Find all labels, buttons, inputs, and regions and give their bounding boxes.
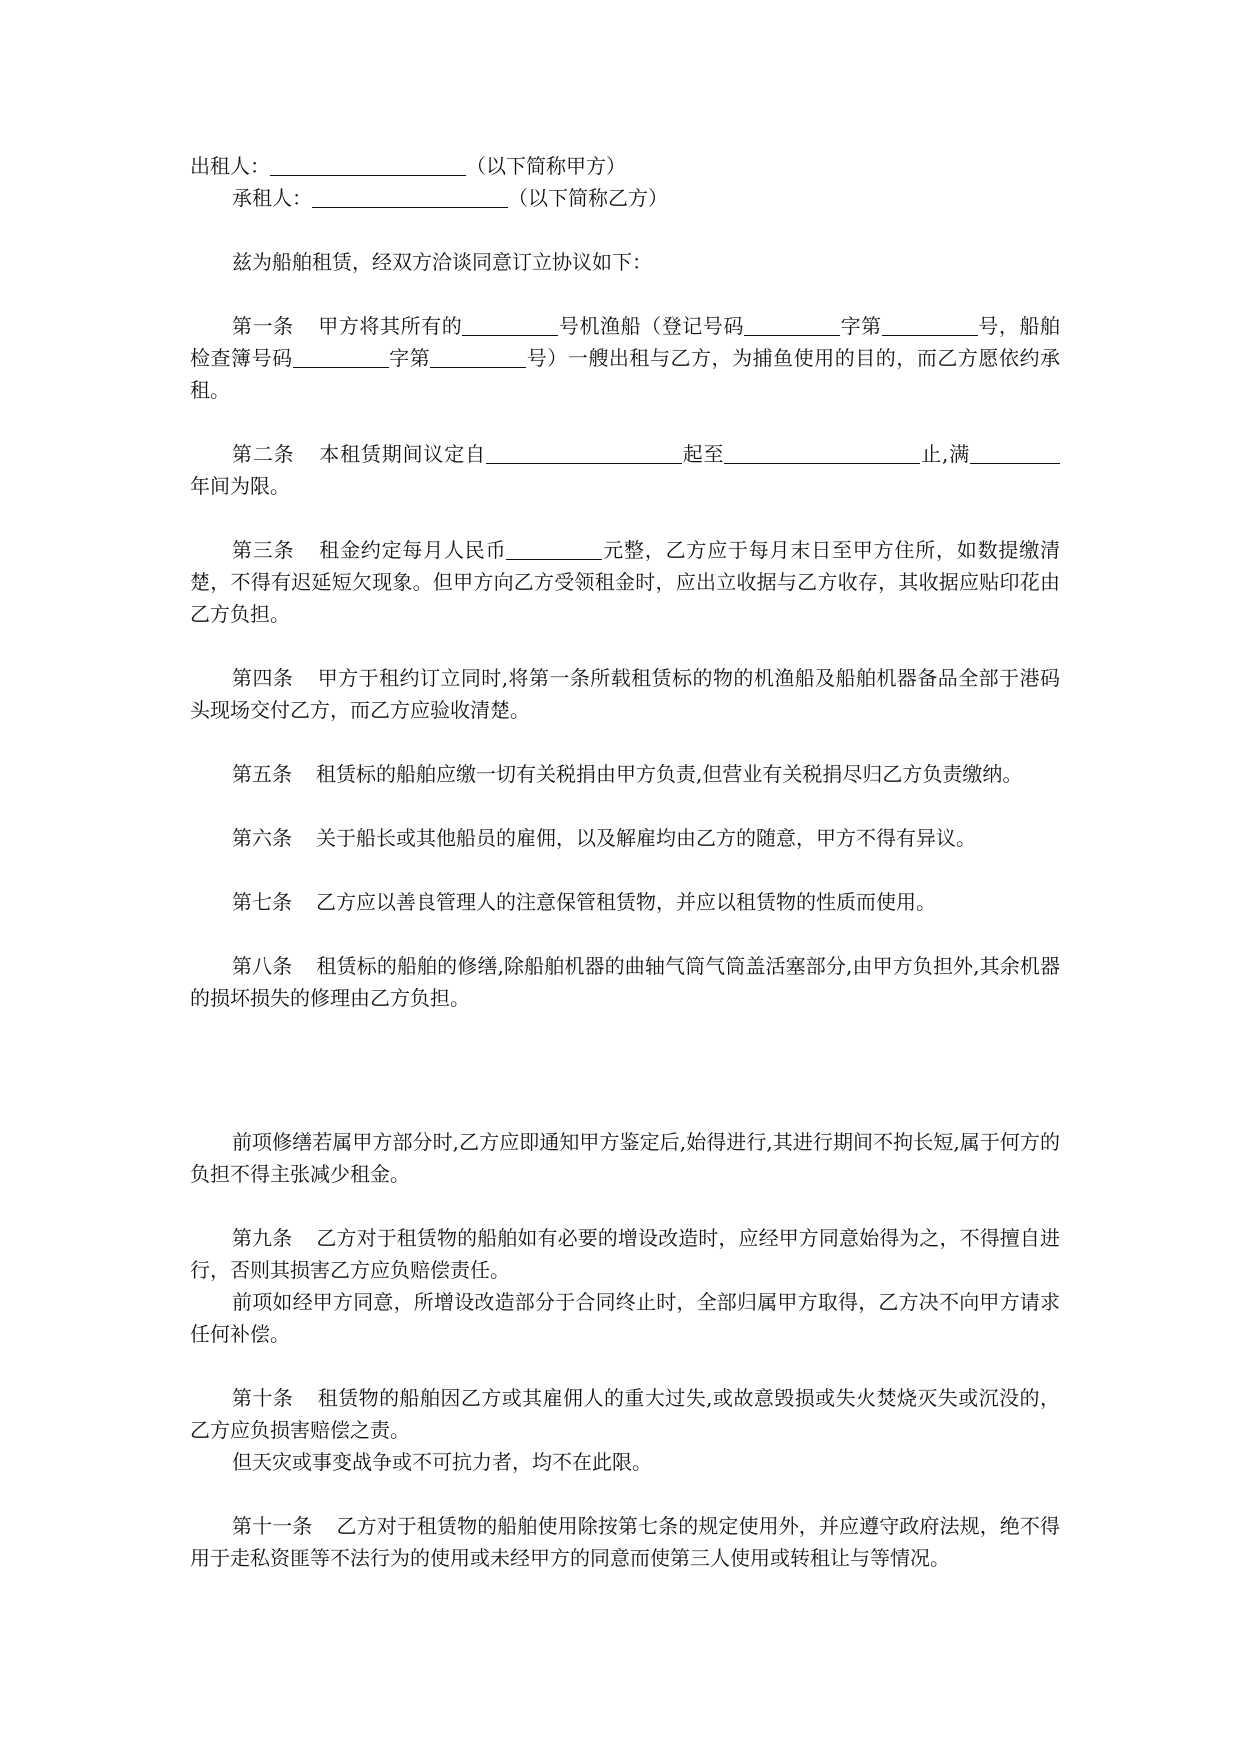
article-5: 第五条 租赁标的船舶应缴一切有关税捐由甲方负责,但营业有关税捐尽归乙方负责缴纳。 bbox=[232, 762, 1023, 786]
lessee-suffix: （以下简称乙方） bbox=[508, 186, 668, 210]
lessee-label: 承租人： bbox=[232, 186, 312, 210]
article-3: 第三条 租金约定每月人民币 元整，乙方应于每月末日至甲方住所，如数提缴清楚，不得有迟延短欠现象。但甲方向乙方受领租金时，应出立收据与乙方收存，其收据应贴印花由乙方负担。 bbox=[190, 538, 1061, 626]
lessor-label: 出租人： bbox=[190, 154, 270, 178]
article-9: 第九条 乙方对于租赁物的船舶如有必要的增设改造时，应经甲方同意始得为之，不得擅自进行，否则其损害乙方应负赔偿责任。 bbox=[190, 1226, 1061, 1282]
years-blank-part2[interactable] bbox=[1030, 443, 1060, 464]
inspection-number-blank[interactable] bbox=[430, 347, 526, 368]
article-11-title: 第十一条 bbox=[232, 1514, 313, 1538]
lessee-line bbox=[190, 182, 1060, 214]
registration-code-blank[interactable] bbox=[744, 315, 840, 336]
lessor-name-blank[interactable] bbox=[270, 155, 466, 176]
article-6-title: 第六条 bbox=[232, 826, 292, 850]
article-9-continuation: 前项如经甲方同意，所增设改造部分于合同终止时，全部归属甲方取得，乙方决不向甲方请求任何补偿。 bbox=[190, 1290, 1060, 1346]
article-2-title: 第二条 bbox=[232, 442, 295, 466]
article-8: 第八条 租赁标的船舶的修缮,除船舶机器的曲轴气筒气筒盖活塞部分,由甲方负担外,其余机器的损坏损失的修理由乙方负担。 bbox=[190, 954, 1061, 1010]
article-10: 第十条 租赁物的船舶因乙方或其雇佣人的重大过失,或故意毁损或失火焚烧灭失或沉没的，乙方应负损害赔偿之责。 bbox=[190, 1386, 1061, 1442]
article-8-title: 第八条 bbox=[232, 954, 293, 978]
article-2: 第二条 本租赁期间议定自 起至 止,满年间为限。 bbox=[190, 438, 1060, 502]
article-1-title: 第一条 bbox=[232, 314, 294, 338]
inspection-code-blank[interactable] bbox=[293, 347, 389, 368]
rent-amount-blank[interactable] bbox=[506, 539, 602, 560]
end-date-blank[interactable] bbox=[724, 443, 920, 464]
registration-number-blank[interactable] bbox=[882, 315, 978, 336]
years-blank-part1[interactable] bbox=[970, 443, 1030, 464]
contract-page bbox=[190, 150, 1060, 1574]
article-7-title: 第七条 bbox=[232, 890, 292, 914]
article-6: 第六条 关于船长或其他船员的雇佣，以及解雇均由乙方的随意，甲方不得有异议。 bbox=[232, 826, 976, 850]
lessor-suffix: （以下简称甲方） bbox=[466, 154, 626, 178]
article-7: 第七条 乙方应以善良管理人的注意保管租赁物，并应以租赁物的性质而使用。 bbox=[232, 890, 936, 914]
preamble: 兹为船舶租赁，经双方洽谈同意订立协议如下： bbox=[232, 250, 652, 274]
article-5-title: 第五条 bbox=[232, 762, 292, 786]
article-10-continuation: 但天灾或事变战争或不可抗力者，均不在此限。 bbox=[232, 1450, 652, 1474]
lessor-line bbox=[190, 150, 1060, 182]
article-10-title: 第十条 bbox=[232, 1386, 294, 1410]
article-8-continuation: 前项修缮若属甲方部分时,乙方应即通知甲方鉴定后,始得进行,其进行期间不拘长短,属于何方的负担不得主张减少租金。 bbox=[190, 1130, 1060, 1186]
article-1: 第一条 甲方将其所有的 号机渔船（登记号码 字第 号，船舶检查簿号码 字第 号）一艘出租与乙方，为捕鱼使用的目的，而乙方愿依约承租。 bbox=[190, 314, 1061, 402]
article-4-title: 第四条 bbox=[232, 666, 294, 690]
start-date-blank[interactable] bbox=[486, 443, 682, 464]
article-9-title: 第九条 bbox=[232, 1226, 293, 1250]
article-3-title: 第三条 bbox=[232, 538, 295, 562]
lessee-name-blank[interactable] bbox=[312, 187, 508, 208]
article-11: 第十一条 乙方对于租赁物的船舶使用除按第七条的规定使用外，并应遵守政府法规，绝不得用于走私资匪等不法行为的使用或未经甲方的同意而使第三人使用或转租让与等情况。 bbox=[190, 1514, 1061, 1570]
article-4: 第四条 甲方于租约订立同时,将第一条所载租赁标的物的机渔船及船舶机器备品全部于港码头现场交付乙方，而乙方应验收清楚。 bbox=[190, 666, 1061, 722]
boat-number-blank[interactable] bbox=[462, 315, 558, 336]
